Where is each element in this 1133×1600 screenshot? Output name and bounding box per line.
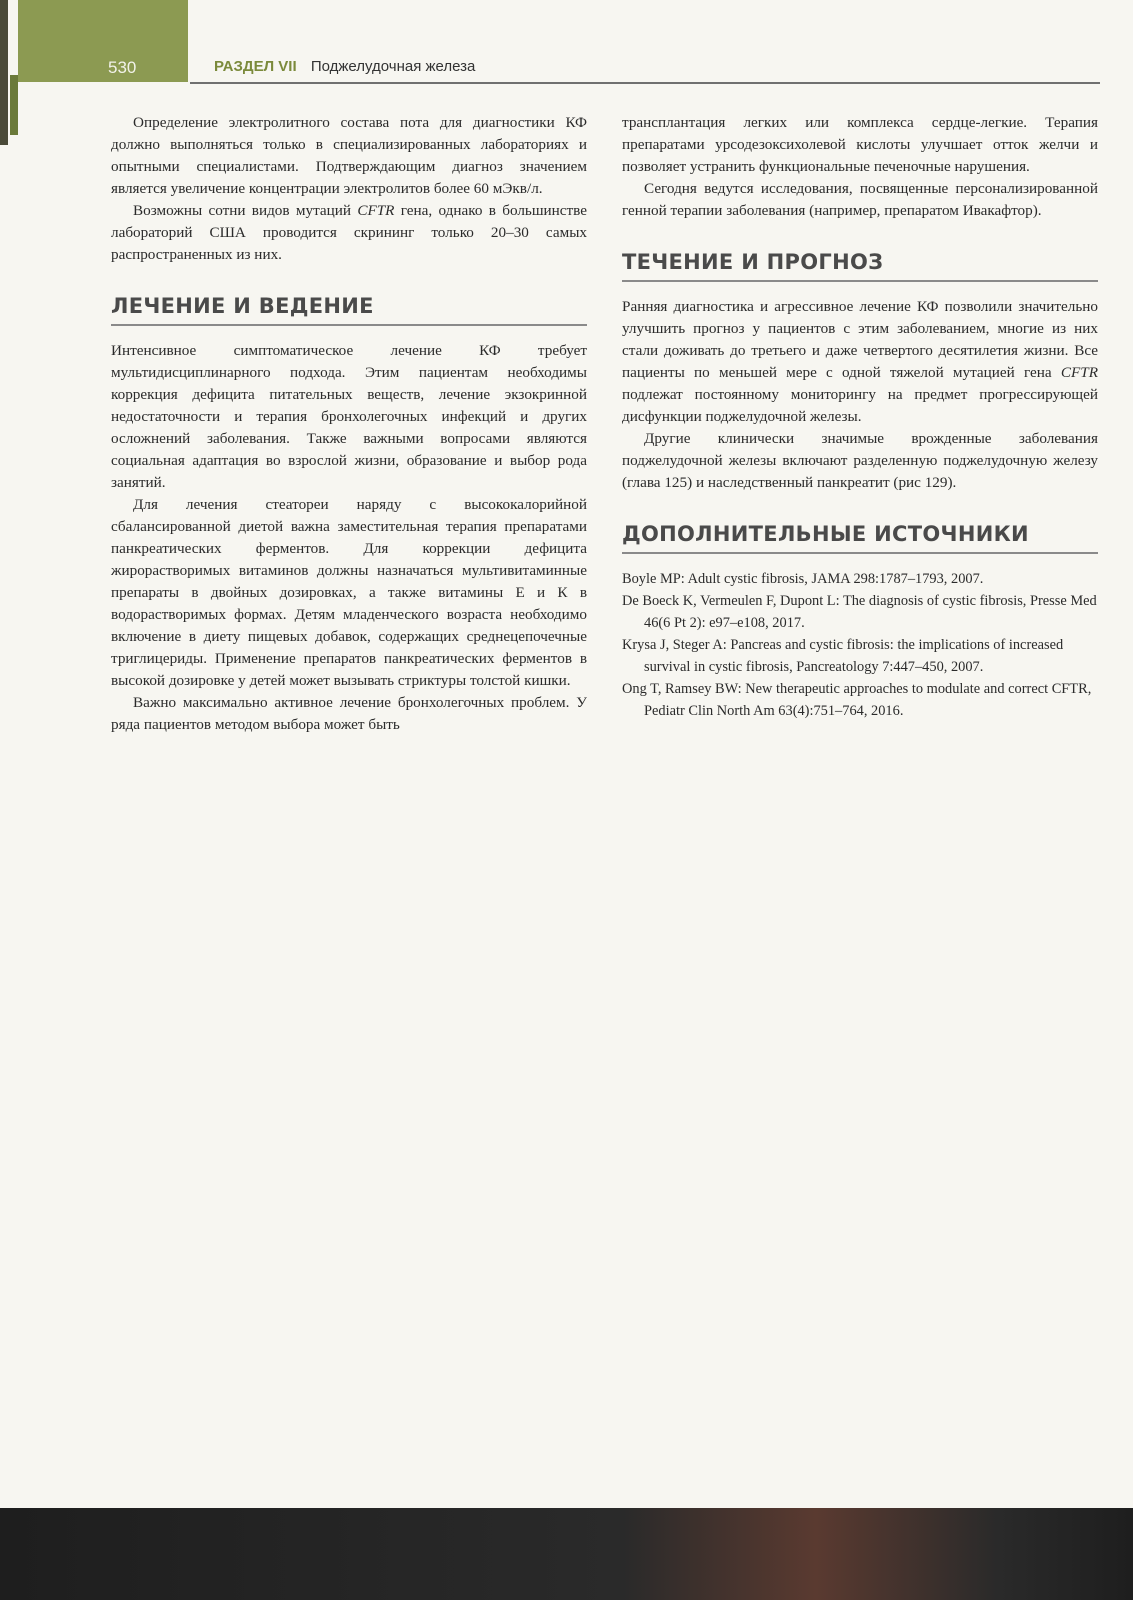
- text-span: Ранняя диагностика и агрессивное лечение КФ позволили значительно улучшить прогноз у пациентов с этим заболеванием, многие из них стали доживать до третьего и даже четвертого десятилетия жизни. Все пациенты по меньшей мере с одной тяжелой мутацией гена: [622, 298, 1098, 381]
- text-span: Возможны сотни видов мутаций: [133, 202, 358, 219]
- section-label: РАЗДЕЛ VII: [214, 58, 297, 75]
- paragraph: [111, 200, 587, 266]
- page-number: 530: [108, 58, 137, 77]
- paragraph: Важно максимально активное лечение бронхолегочных проблем. У ряда пациентов методом выбора может быть: [111, 694, 587, 733]
- right-column: [622, 112, 1098, 722]
- paragraph: Определение электролитного состава пота для диагностики КФ должно выполняться только в специализированных лабораториях и опытными специалистами. Подтверждающим диагноз значением является увеличение концентрации электролитов более 60 мЭкв/л.: [111, 114, 587, 197]
- page-number-tab: [18, 0, 188, 82]
- section-heading-treatment: ЛЕЧЕНИЕ И ВЕДЕНИЕ: [111, 294, 587, 326]
- paragraph: Сегодня ведутся исследования, посвященные персонализированной генной терапии заболевания (например, препаратом Ивакафтор).: [622, 180, 1098, 219]
- reference-list: [622, 568, 1098, 722]
- scan-bottom-shadow: [0, 1508, 1133, 1600]
- reference-item: De Boeck K, Vermeulen F, Dupont L: The diagnosis of cystic fibrosis, Presse Med 46(6 Pt 2): e97–e108, 2017.: [622, 593, 1097, 631]
- gene-name: CFTR: [357, 202, 395, 219]
- header-rule: [190, 82, 1100, 84]
- binding-edge-dark: [0, 0, 8, 145]
- binding-edge-green: [10, 75, 18, 135]
- reference-item: Krysa J, Steger A: Pancreas and cystic fibrosis: the implications of increased survival in cystic fibrosis, Pancreatology 7:447–450, 2007.: [622, 637, 1064, 675]
- reference-item: Ong T, Ramsey BW: New therapeutic approaches to modulate and correct CFTR, Pediatr Clin North Am 63(4):751–764, 2016.: [622, 681, 1092, 719]
- text-span: гена, однако в большинстве лабораторий США проводится скрининг только 20–30 самых распространенных из них.: [111, 202, 587, 263]
- text-span: подлежат постоянному мониторингу на предмет прогрессирующей дисфункции поджелудочной железы.: [622, 386, 1098, 425]
- paragraph: Интенсивное симптоматическое лечение КФ требует мультидисциплинарного подхода. Этим пациентам необходимы коррекция дефицита питательных веществ, лечение экзокринной недостаточности и терапия бронхолегочных инфекций и других осложнений заболевания. Также важными вопросами являются социальная адаптация во взрослой жизни, образование и выбор рода занятий.: [111, 342, 587, 491]
- running-header: [214, 58, 1097, 84]
- paragraph: Другие клинически значимые врожденные заболевания поджелудочной железы включают разделенную поджелудочную железу (глава 125) и наследственный панкреатит (рис 129).: [622, 430, 1098, 491]
- paragraph: [622, 296, 1098, 428]
- paragraph: трансплантация легких или комплекса сердце-легкие. Терапия препаратами урсодезоксихолевой кислоты улучшает отток желчи и позволяет устранить функциональные печеночные нарушения.: [622, 114, 1098, 175]
- left-column: [111, 112, 587, 736]
- chapter-title: Поджелудочная железа: [310, 58, 476, 75]
- section-heading-references: ДОПОЛНИТЕЛЬНЫЕ ИСТОЧНИКИ: [622, 522, 1098, 554]
- section-heading-prognosis: ТЕЧЕНИЕ И ПРОГНОЗ: [622, 250, 1098, 282]
- reference-item: Boyle MP: Adult cystic fibrosis, JAMA 298:1787–1793, 2007.: [622, 571, 984, 587]
- paragraph: Для лечения стеатореи наряду с высококалорийной сбалансированной диетой важна заместительная терапия препаратами панкреатических ферментов. Для коррекции дефицита жирорастворимых витаминов должны назначаться мультивитаминные препараты в двойных дозировках, а также витамины Е и К в водорастворимых формах. Детям младенческого возраста необходимо включение в диету пищевых добавок, содержащих среднецепочечные триглицериды. Применение препаратов панкреатических ферментов в высокой дозировке у детей может вызывать стриктуры толстой кишки.: [111, 496, 587, 689]
- gene-name: CFTR: [1060, 364, 1098, 381]
